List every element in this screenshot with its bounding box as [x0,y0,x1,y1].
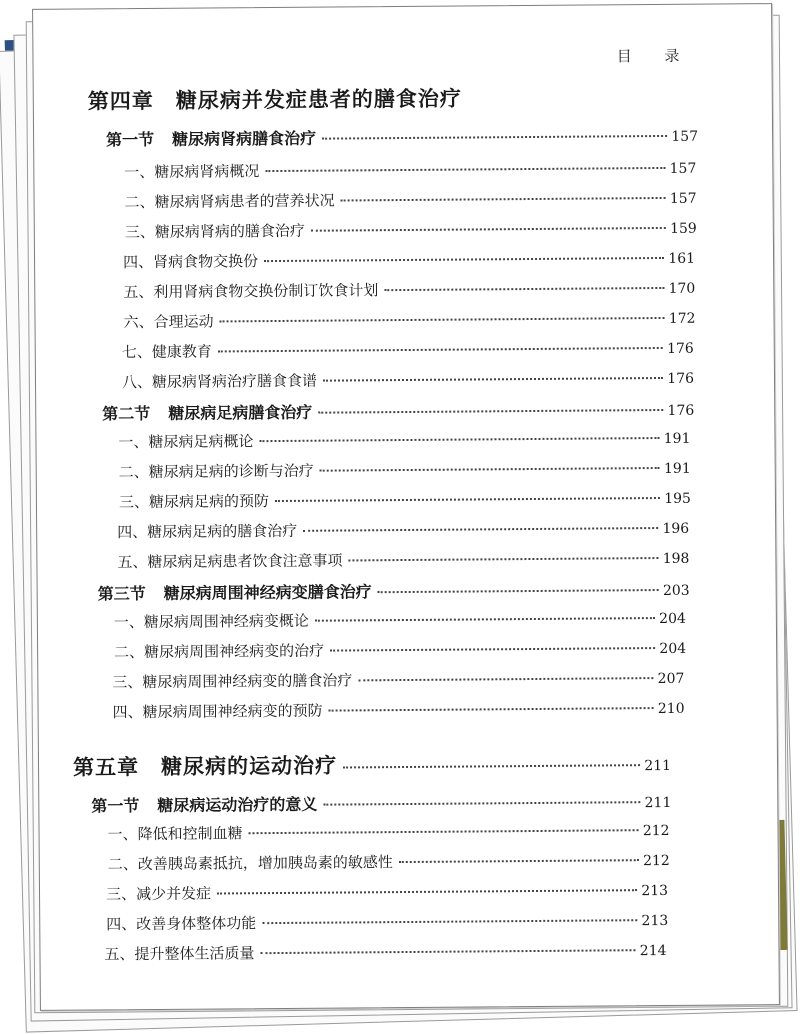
section-label: 第一节 糖尿病运动治疗的意义 [91,794,318,816]
leader-dots [384,287,664,291]
entry-row [123,307,695,332]
leader-dots [262,919,637,924]
leader-dots [218,347,663,352]
entry-label: 五、糖尿病足病患者饮食注意事项 [117,551,343,572]
entry-row [106,879,668,904]
leader-dots [329,707,654,712]
page-number: 198 [662,550,690,567]
running-title: 目 录 [616,46,694,66]
leader-dots [348,557,658,561]
page-number: 207 [657,670,685,688]
leader-dots [320,467,660,472]
entry-label: 一、糖尿病肾病概况 [124,162,260,182]
page-number: 157 [671,128,699,145]
entry-label: 七、健康教育 [121,342,212,362]
page-number: 204 [659,640,687,658]
section-row [102,397,694,425]
page-number: 211 [644,794,672,812]
leader-dots [323,377,663,382]
chapter-label: 第五章 糖尿病的运动治疗 [72,752,338,780]
page-number: 214 [639,942,667,960]
entry-row [112,667,684,692]
chapter-row [73,747,671,782]
entry-row [104,939,666,964]
chapter-label: 第四章 糖尿病并发症患者的膳食治疗 [87,85,462,114]
entry-label: 四、肾病食物交换份 [122,252,259,272]
leader-dots [259,437,659,442]
page-number: 161 [668,250,696,267]
leader-dots [323,801,640,805]
entry-label: 二、糖尿病周围神经病变的治疗 [114,641,325,662]
entry-label: 三、糖尿病肾病的膳食治疗 [124,221,305,242]
page-number: 157 [669,160,697,177]
section-label: 第一节 糖尿病肾病膳食治疗 [106,128,317,150]
leader-dots [318,409,663,414]
leader-dots [217,889,637,894]
entry-row [125,187,697,212]
leader-dots [275,497,660,502]
entry-label: 六、合理运动 [123,312,214,332]
section-row [106,123,698,151]
leader-dots [220,317,665,322]
entry-row [108,849,670,874]
section-label: 第三节 糖尿病周围神经病变膳食治疗 [97,582,372,604]
page-number: 159 [670,220,697,237]
toc-page [32,3,780,1011]
table-of-contents [33,4,779,1010]
leader-dots [303,527,658,532]
leader-dots [261,949,636,954]
section-row [91,789,671,817]
entry-label: 三、糖尿病周围神经病变的膳食治疗 [112,671,353,692]
leader-dots [322,135,667,140]
entry-row [122,367,694,392]
page-number: 195 [664,490,692,507]
page-number: 176 [666,340,694,357]
page-number: 210 [657,700,685,718]
entry-row [125,217,697,242]
entry-label: 一、糖尿病足病概论 [118,432,254,452]
leader-dots [378,589,659,593]
entry-row [119,487,691,512]
page-number: 191 [663,430,691,447]
page-number: 176 [667,370,695,387]
entry-row [118,427,690,452]
entry-row [124,157,696,182]
section-row [98,577,690,605]
page-number: 176 [667,402,695,419]
entry-label: 五、提升整体生活质量 [104,944,255,964]
page-number: 191 [663,460,691,477]
leader-dots [265,167,665,172]
leader-dots [399,859,639,863]
page-number: 196 [662,520,690,537]
page-number: 172 [668,310,696,327]
page-number: 212 [642,822,670,840]
entry-row [123,247,695,272]
entry-row [114,607,686,632]
page-number: 203 [662,582,690,599]
entry-label: 二、改善胰岛素抵抗，增加胰岛素的敏感性 [107,853,393,874]
entry-label: 二、糖尿病肾病患者的营养状况 [124,191,335,212]
entry-row [117,517,689,542]
entry-label: 一、糖尿病周围神经病变概论 [113,611,309,632]
chapter-heading [88,82,508,115]
entry-row [114,637,686,662]
leader-dots [341,197,666,202]
entry-label: 二、糖尿病足病的诊断与治疗 [118,461,314,482]
leader-dots [315,617,655,622]
leader-dots [330,647,655,652]
entry-label: 八、糖尿病肾病治疗膳食食谱 [121,371,318,392]
entry-row [113,697,685,722]
page-number: 213 [641,912,669,930]
entry-label: 一、降低和控制血糖 [107,824,243,844]
leader-dots [249,829,639,834]
page-number: 213 [641,882,669,900]
page-number: 170 [668,280,696,297]
section-label: 第二节 糖尿病足病膳食治疗 [102,402,313,424]
entry-label: 四、改善身体整体功能 [106,914,257,934]
leader-dots [311,227,666,232]
entry-row [119,457,691,482]
entry-label: 四、糖尿病周围神经病变的预防 [112,701,323,722]
page-number: 212 [642,852,670,870]
entry-label: 五、利用肾病食物交换份制订饮食计划 [123,281,379,302]
page-number: 204 [659,610,686,628]
leader-dots [343,764,640,768]
page-number: 211 [644,757,672,775]
leader-dots [358,677,653,681]
leader-dots [264,257,664,262]
entry-row [106,909,668,934]
entry-label: 三、减少并发症 [105,884,212,904]
entry-row [117,547,689,572]
entry-label: 四、糖尿病足病的膳食治疗 [117,521,298,542]
entry-row [122,337,694,362]
entry-row [107,819,669,844]
entry-row [123,277,695,302]
entry-label: 三、糖尿病足病的预防 [118,492,270,512]
page-number: 157 [669,190,697,207]
